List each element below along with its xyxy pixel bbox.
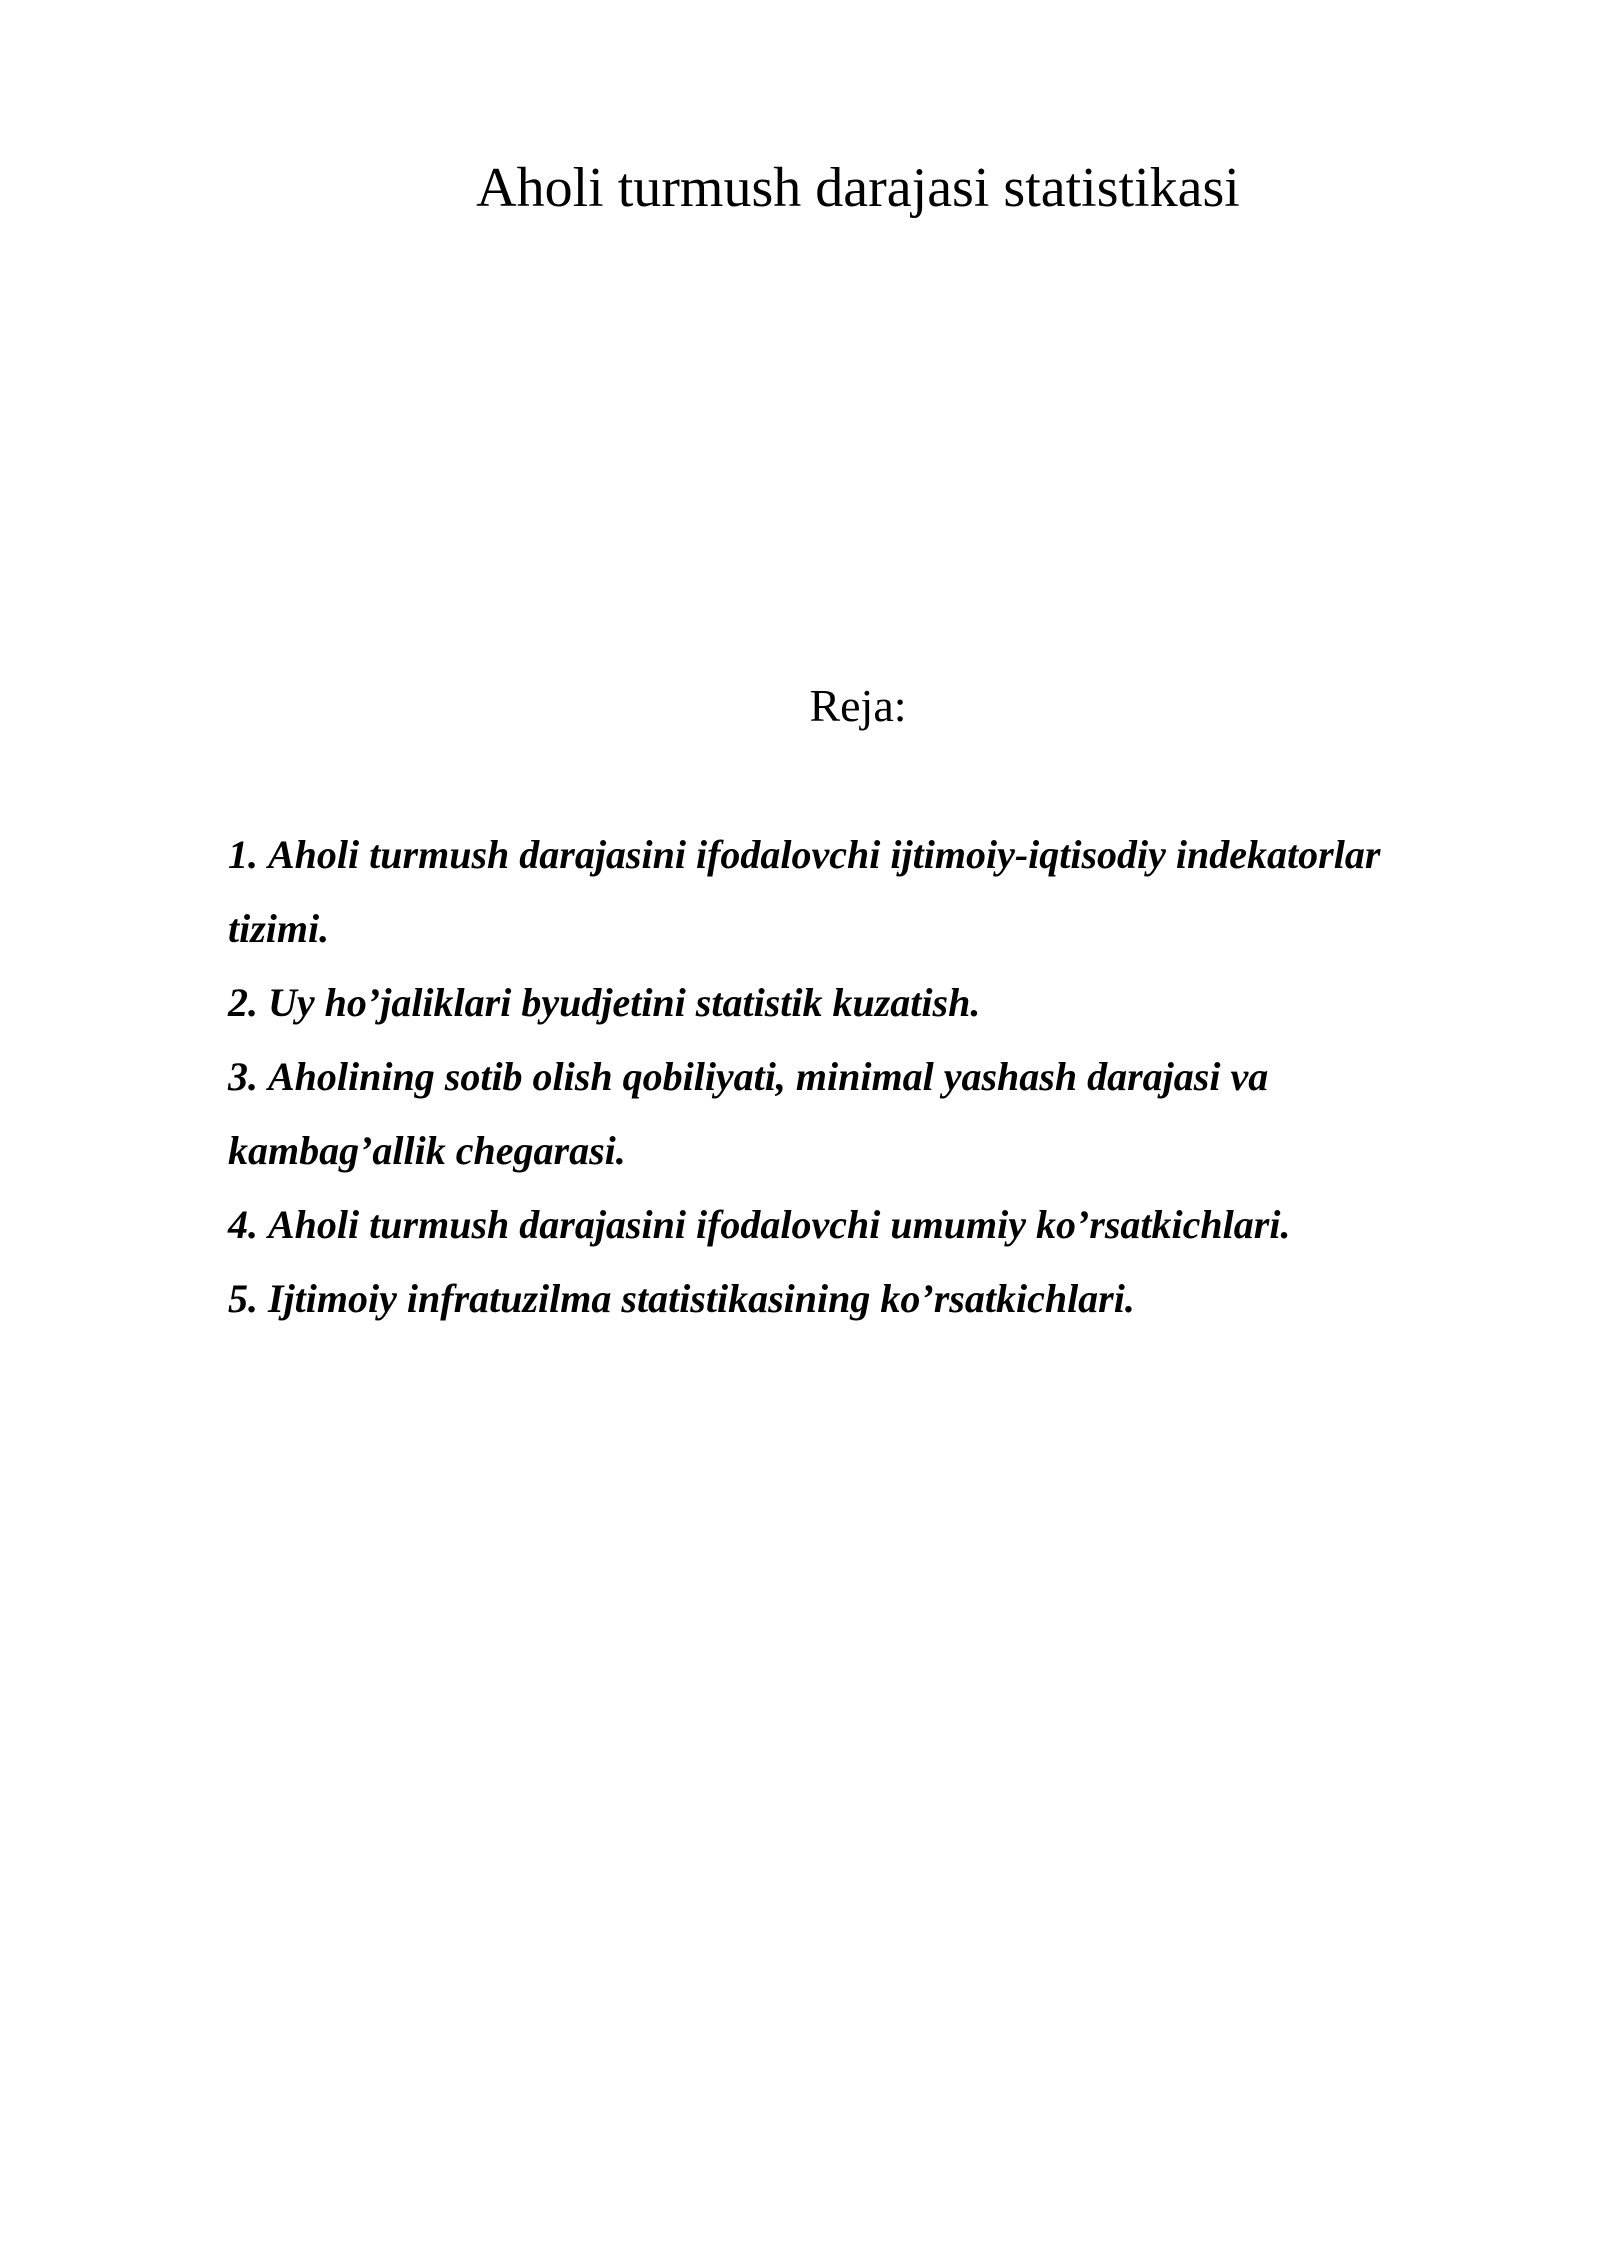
plan-item-text: Aholi turmush darajasini ifodalovchi umumiy ko’rsatkichlari. xyxy=(268,1202,1291,1247)
plan-item-1 xyxy=(228,818,1488,966)
plan-item-text: Ijtimoiy infratuzilma statistikasining ko’rsatkichlari. xyxy=(268,1276,1135,1321)
plan-item-number: 4. xyxy=(228,1202,258,1247)
plan-item-number: 1. xyxy=(228,832,258,877)
plan-item-number: 2. xyxy=(228,980,258,1025)
plan-list xyxy=(228,818,1488,1336)
document-title: Aholi turmush darajasi statistikasi xyxy=(476,157,1240,219)
plan-item-4 xyxy=(228,1188,1488,1262)
plan-item-number: 5. xyxy=(228,1276,258,1321)
plan-heading: Reja: xyxy=(809,680,907,731)
plan-item-3 xyxy=(228,1040,1488,1188)
plan-item-2 xyxy=(228,966,1488,1040)
plan-item-number: 3. xyxy=(228,1054,258,1099)
plan-item-text: Aholi turmush darajasini ifodalovchi ijtimoiy-iqtisodiy indekatorlar tizimi. xyxy=(228,832,1381,951)
plan-item-5 xyxy=(228,1262,1488,1336)
plan-item-text: Uy ho’jaliklari byudjetini statistik kuzatish. xyxy=(268,980,981,1025)
plan-item-text: Aholining sotib olish qobiliyati, minimal yashash darajasi va kambag’allik chegarasi. xyxy=(228,1054,1269,1173)
